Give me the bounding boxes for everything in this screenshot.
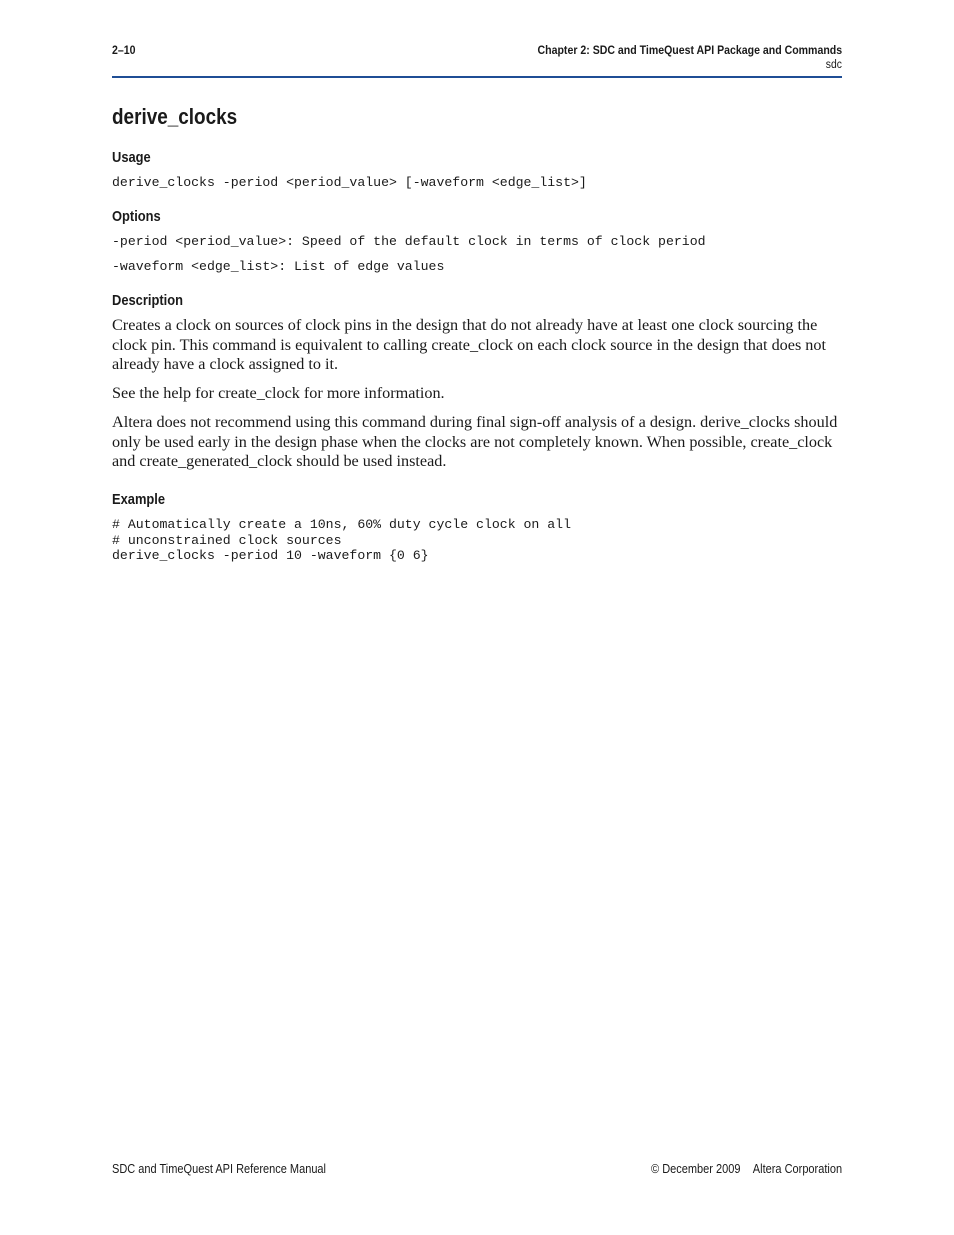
- usage-code: derive_clocks -period <period_value> [-waveform <edge_list>]: [112, 175, 587, 190]
- usage-heading: Usage: [112, 149, 151, 166]
- options-heading: Options: [112, 208, 161, 225]
- option-waveform: -waveform <edge_list>: List of edge values: [112, 259, 445, 274]
- footer-right: [651, 1162, 842, 1176]
- page-number: 2–10: [112, 43, 136, 57]
- option-period: -period <period_value>: Speed of the default clock in terms of clock period: [112, 234, 706, 249]
- command-title: derive_clocks: [112, 104, 238, 129]
- description-heading: Description: [112, 292, 183, 309]
- example-code: # Automatically create a 10ns, 60% duty cycle clock on all # unconstrained clock sources derive_clocks -period 10 -waveform {0 6}: [112, 517, 571, 563]
- description-paragraph-1: Creates a clock on sources of clock pins in the design that do not already have at least one clock sourcing the clock pin. This command is equivalent to calling create_clock on each clock source in the design that does not already have a clock assigned to it.: [112, 316, 826, 373]
- footer-manual-title: SDC and TimeQuest API Reference Manual: [112, 1162, 327, 1176]
- footer-company: Altera Corporation: [752, 1162, 842, 1176]
- section-name: sdc: [825, 59, 842, 71]
- example-heading: Example: [112, 491, 166, 508]
- footer-date: © December 2009: [650, 1162, 741, 1176]
- header-rule: [112, 76, 842, 78]
- description-paragraph-2: See the help for create_clock for more information.: [112, 384, 445, 402]
- description-paragraph-3: Altera does not recommend using this command during final sign-off analysis of a design. derive_clocks should only be used early in the design phase when the clocks are not completely known. When possible, create_clock and create_generated_clock should be used instead.: [112, 413, 838, 470]
- chapter-title: Chapter 2: SDC and TimeQuest API Package and Commands: [537, 43, 842, 57]
